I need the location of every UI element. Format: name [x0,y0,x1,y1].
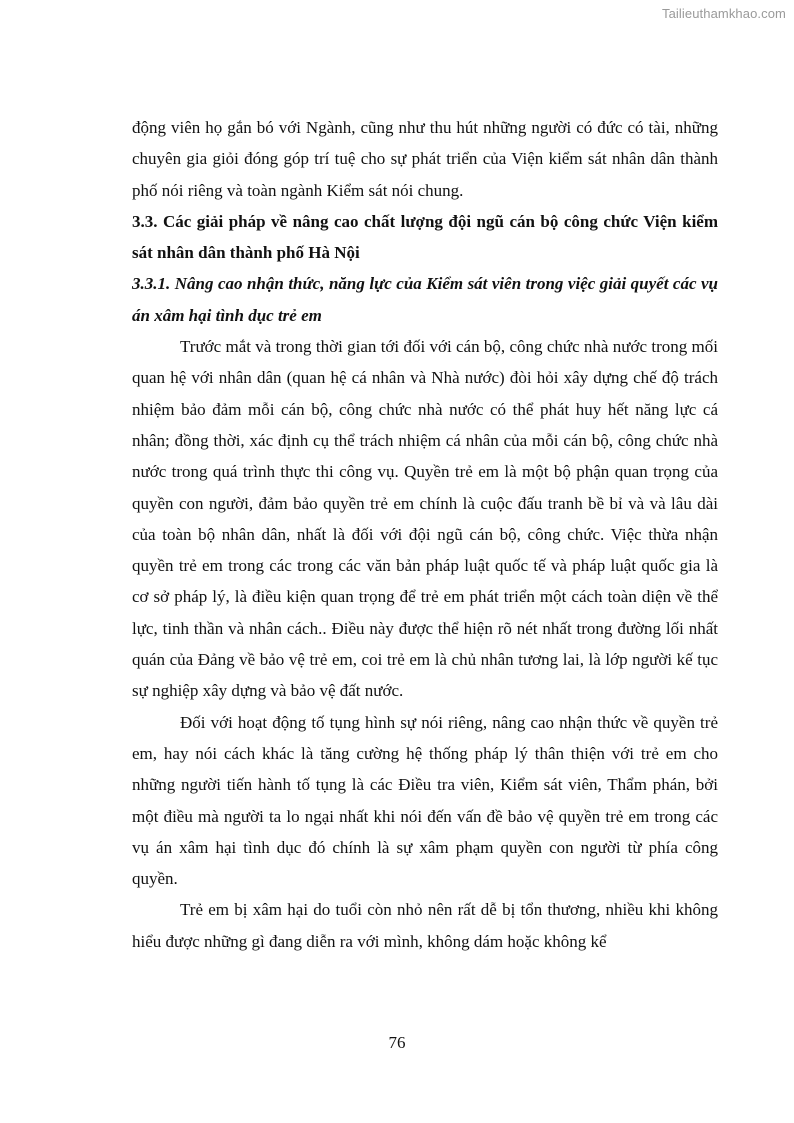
paragraph: Trẻ em bị xâm hại do tuổi còn nhỏ nên rất dễ bị tổn thương, nhiều khi không hiểu được những gì đang diễn ra với mình, không dám hoặc không kể [132,900,718,951]
document-body [132,112,718,957]
paragraph-continued: động viên họ gắn bó với Ngành, cũng như thu hút những người có đức có tài, những chuyên gia giỏi đóng góp trí tuệ cho sự phát triển của Viện kiểm sát nhân dân thành phố nói riêng và toàn ngành Kiểm sát nói chung. [132,118,718,200]
page-number: 76 [388,1033,406,1052]
paragraph: Đối với hoạt động tố tụng hình sự nói riêng, nâng cao nhận thức về quyền trẻ em, hay nói cách khác là tăng cường hệ thống pháp lý thân thiện với trẻ em cho những người tiến hành tố tụng là các Điều tra viên, Kiểm sát viên, Thẩm phán, bởi một điều mà người ta lo ngại nhất khi nói đến vấn đề bảo vệ quyền trẻ em trong các vụ án xâm hại tình dục đó chính là sự xâm phạm quyền con người từ phía công quyền. [132,712,718,889]
paragraph: Trước mắt và trong thời gian tới đối với cán bộ, công chức nhà nước trong mối quan hệ với nhân dân (quan hệ cá nhân và Nhà nước) đòi hỏi xây dựng chế độ trách nhiệm bảo đảm mỗi cán bộ, công chức nhà nước có thể phát huy hết năng lực cá nhân; đồng thời, xác định cụ thể trách nhiệm cá nhân của mỗi cán bộ, công chức nhà nước trong quá trình thực thi công vụ. Quyền trẻ em là một bộ phận quan trọng của quyền con người, đảm bảo quyền trẻ em chính là cuộc đấu tranh bề bỉ và và lâu dài của toàn bộ nhân dân, nhất là đối với đội ngũ cán bộ, công chức. Việc thừa nhận quyền trẻ em trong các trong các văn bản pháp luật quốc tế và pháp luật quốc gia là cơ sở pháp lý, là điều kiện quan trọng để trẻ em phát triển một cách toàn diện về thể lực, tinh thần và nhân cách.. Điều này được thể hiện rõ nét nhất trong đường lối nhất quán của Đảng về bảo vệ trẻ em, coi trẻ em là chủ nhân tương lai, là lớp người kế tục sự nghiệp xây dựng và bảo vệ đất nước. [132,337,718,701]
section-heading: 3.3. Các giải pháp về nâng cao chất lượng đội ngũ cán bộ công chức Viện kiểm sát nhân dân thành phố Hà Nội [132,211,718,263]
subsection-heading: 3.3.1. Nâng cao nhận thức, năng lực của Kiểm sát viên trong việc giải quyết các vụ án xâm hại tình dục trẻ em [132,274,718,325]
watermark: Tailieuthamkhao.com [661,6,786,21]
